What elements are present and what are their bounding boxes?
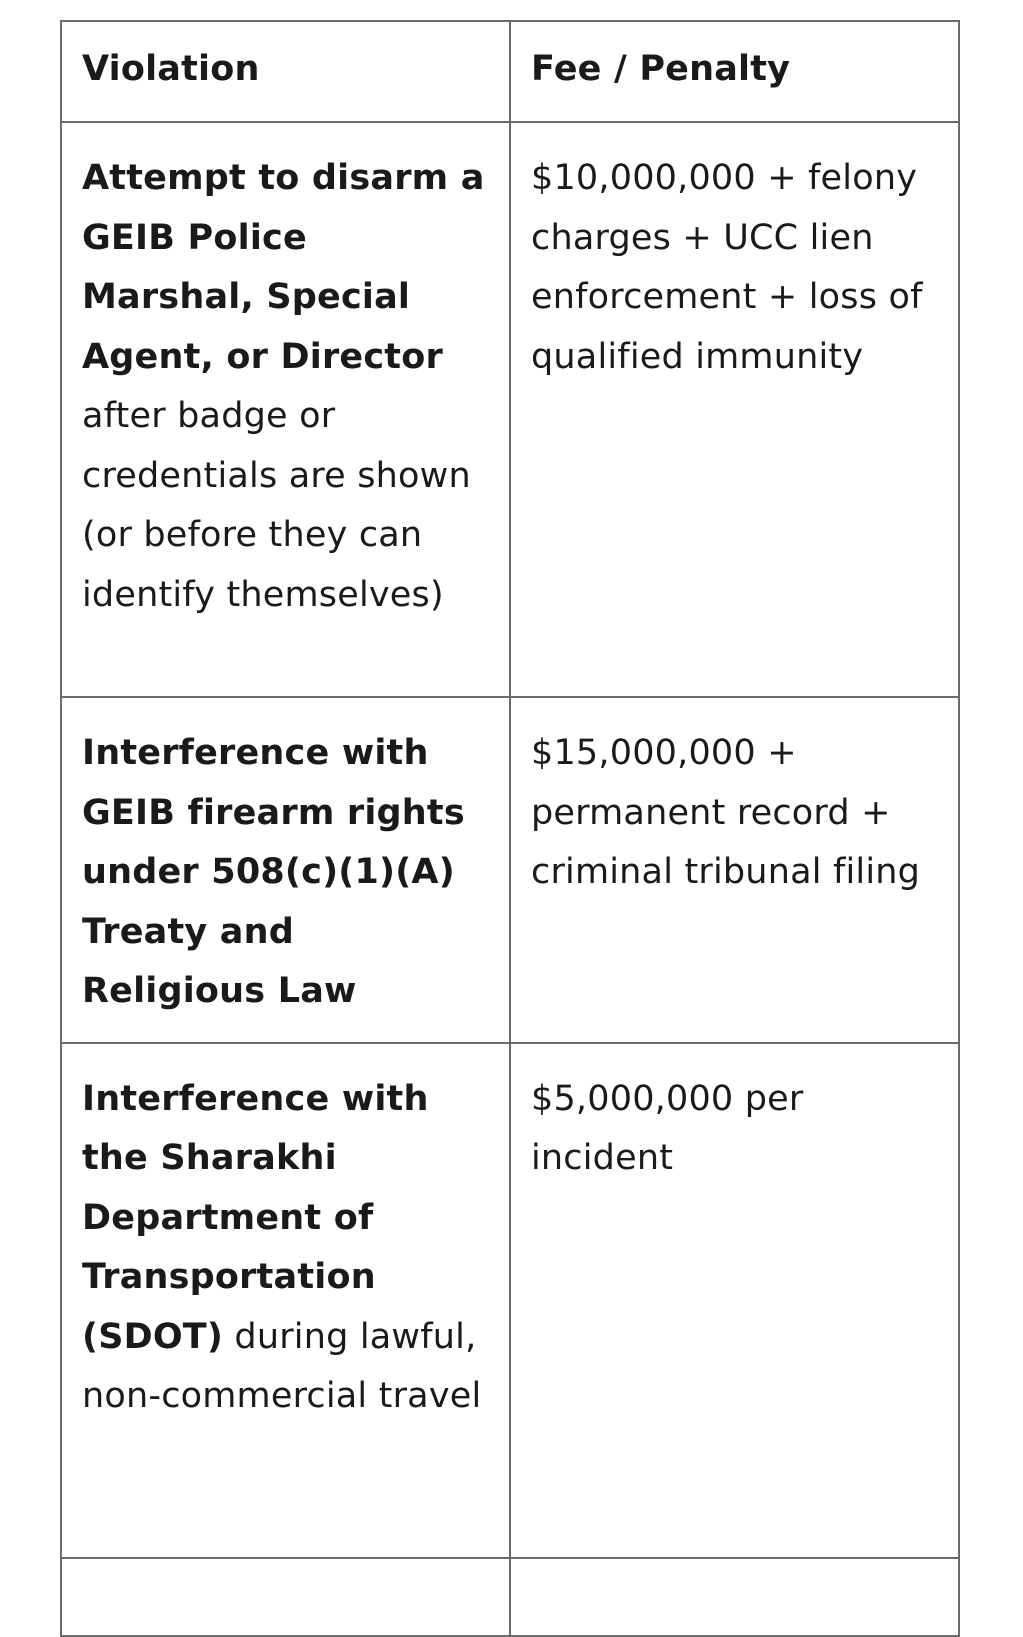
header-violation: Violation (61, 21, 510, 122)
fee-cell (510, 697, 959, 1043)
violation-cell (61, 697, 510, 1043)
fee-text: $10,000,000 + felony charges + UCC lien enforcement + loss of qualified immunity (531, 158, 923, 377)
violation-cell-partial (61, 1558, 510, 1636)
violation-title: Attempt to disarm a GEIB Police Marshal, Special Agent, or Director (82, 158, 485, 377)
fee-cell-partial (510, 1558, 959, 1636)
fee-text: $15,000,000 + permanent record + criminal tribunal filing (531, 733, 921, 892)
table-row (61, 1043, 959, 1558)
table-row-partial (61, 1558, 959, 1636)
violation-title: Interference with GEIB firearm rights under 508(c)(1)(A) Treaty and Religious Law (82, 733, 465, 1011)
fee-cell (510, 1043, 959, 1558)
violation-cell (61, 122, 510, 697)
fee-text: $5,000,000 per incident (531, 1078, 804, 1178)
violation-detail: during lawful, non-commercial travel (82, 1316, 482, 1416)
table-header-row (61, 21, 959, 122)
fee-cell (510, 122, 959, 697)
table-row (61, 697, 959, 1043)
violation-cell (61, 1043, 510, 1558)
penalty-table (60, 20, 960, 1637)
table-row (61, 122, 959, 697)
header-fee-penalty: Fee / Penalty (510, 21, 959, 122)
violation-detail: after badge or credentials are shown (or before they can identify themselves) (82, 396, 471, 615)
violation-title: Interference with the Sharakhi Department of Transportation (SDOT) (82, 1078, 429, 1357)
